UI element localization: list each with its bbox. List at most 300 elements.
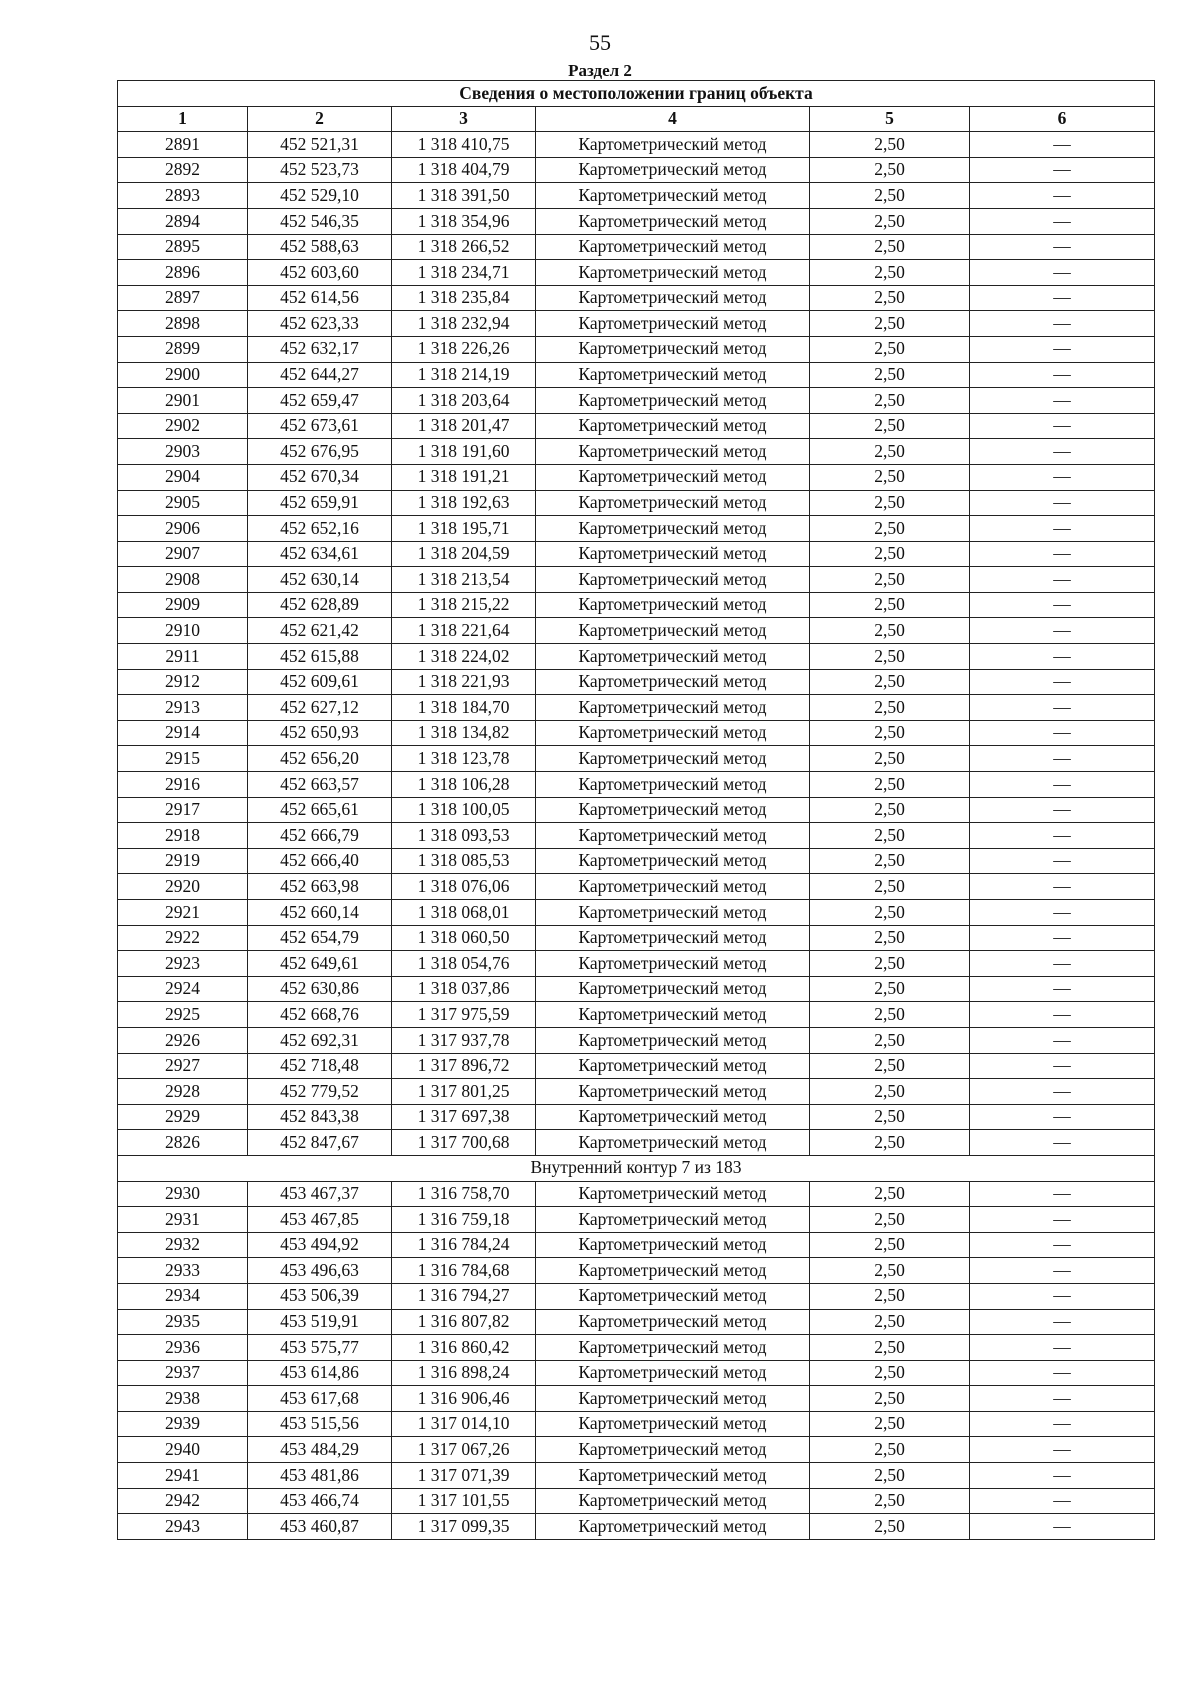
table-cell: 453 467,37 xyxy=(248,1181,392,1207)
table-cell: — xyxy=(970,1437,1155,1463)
table-cell: 2920 xyxy=(118,874,248,900)
table-caption: Сведения о местоположении границ объекта xyxy=(118,81,1155,107)
table-cell: 452 779,52 xyxy=(248,1079,392,1105)
contour-row xyxy=(118,1155,1155,1181)
table-cell: 1 316 784,68 xyxy=(392,1258,536,1284)
table-cell: Картометрический метод xyxy=(536,157,810,183)
table-cell: Картометрический метод xyxy=(536,1053,810,1079)
table-cell: — xyxy=(970,951,1155,977)
column-header: 2 xyxy=(248,106,392,132)
table-row xyxy=(118,1463,1155,1489)
table-cell: 2930 xyxy=(118,1181,248,1207)
table-row xyxy=(118,541,1155,567)
table-cell: 453 467,85 xyxy=(248,1207,392,1233)
table-row xyxy=(118,132,1155,158)
table-cell: 1 318 226,26 xyxy=(392,336,536,362)
table-cell: 2909 xyxy=(118,592,248,618)
table-cell: Картометрический метод xyxy=(536,464,810,490)
table-cell: 2,50 xyxy=(810,1514,970,1540)
table-cell: 2,50 xyxy=(810,848,970,874)
table-cell: — xyxy=(970,1309,1155,1335)
table-cell: 1 316 794,27 xyxy=(392,1283,536,1309)
table-cell: 453 519,91 xyxy=(248,1309,392,1335)
table-cell: 2,50 xyxy=(810,797,970,823)
table-cell: Картометрический метод xyxy=(536,592,810,618)
table-cell: 1 316 759,18 xyxy=(392,1207,536,1233)
table-cell: — xyxy=(970,439,1155,465)
table-cell: 2,50 xyxy=(810,976,970,1002)
table-row xyxy=(118,1079,1155,1105)
table-cell: Картометрический метод xyxy=(536,336,810,362)
table-cell: 452 666,79 xyxy=(248,823,392,849)
table-cell: 452 644,27 xyxy=(248,362,392,388)
table-cell: 2896 xyxy=(118,260,248,286)
table-row xyxy=(118,362,1155,388)
table-cell: 2941 xyxy=(118,1463,248,1489)
table-cell: — xyxy=(970,1104,1155,1130)
table-cell: 2892 xyxy=(118,157,248,183)
table-cell: — xyxy=(970,567,1155,593)
table-cell: Картометрический метод xyxy=(536,925,810,951)
table-cell: 2926 xyxy=(118,1027,248,1053)
table-row xyxy=(118,669,1155,695)
table-cell: 2,50 xyxy=(810,874,970,900)
table-cell: — xyxy=(970,413,1155,439)
table-cell: 2905 xyxy=(118,490,248,516)
table-cell: 453 496,63 xyxy=(248,1258,392,1284)
table-row xyxy=(118,157,1155,183)
table-cell: 2,50 xyxy=(810,234,970,260)
contour-label: Внутренний контур 7 из 183 xyxy=(118,1155,1155,1181)
table-cell: 2,50 xyxy=(810,1335,970,1361)
table-cell: 1 318 093,53 xyxy=(392,823,536,849)
table-cell: 1 318 060,50 xyxy=(392,925,536,951)
table-row xyxy=(118,1309,1155,1335)
table-cell: — xyxy=(970,464,1155,490)
table-cell: — xyxy=(970,1181,1155,1207)
table-row xyxy=(118,1335,1155,1361)
table-cell: — xyxy=(970,183,1155,209)
table-cell: 452 663,98 xyxy=(248,874,392,900)
table-cell: 452 523,73 xyxy=(248,157,392,183)
table-cell: 2927 xyxy=(118,1053,248,1079)
table-cell: 2895 xyxy=(118,234,248,260)
table-cell: 2,50 xyxy=(810,695,970,721)
table-row xyxy=(118,311,1155,337)
table-cell: 1 318 076,06 xyxy=(392,874,536,900)
table-cell: Картометрический метод xyxy=(536,439,810,465)
table-cell: 2897 xyxy=(118,285,248,311)
table-cell: 452 659,47 xyxy=(248,388,392,414)
table-row xyxy=(118,464,1155,490)
table-cell: 1 317 067,26 xyxy=(392,1437,536,1463)
table-cell: 2,50 xyxy=(810,1437,970,1463)
table-cell: 2,50 xyxy=(810,1258,970,1284)
table-cell: 452 588,63 xyxy=(248,234,392,260)
table-cell: — xyxy=(970,746,1155,772)
table-cell: Картометрический метод xyxy=(536,1130,810,1156)
table-cell: — xyxy=(970,336,1155,362)
table-row xyxy=(118,1104,1155,1130)
table-cell: 2929 xyxy=(118,1104,248,1130)
table-cell: 1 317 896,72 xyxy=(392,1053,536,1079)
table-cell: 1 318 203,64 xyxy=(392,388,536,414)
table-cell: 452 665,61 xyxy=(248,797,392,823)
table-cell: 1 318 100,05 xyxy=(392,797,536,823)
table-cell: 2931 xyxy=(118,1207,248,1233)
table-cell: 2,50 xyxy=(810,951,970,977)
table-cell: Картометрический метод xyxy=(536,1002,810,1028)
table-cell: 1 318 134,82 xyxy=(392,720,536,746)
table-cell: 2,50 xyxy=(810,132,970,158)
table-cell: 1 318 204,59 xyxy=(392,541,536,567)
table-cell: 1 318 215,22 xyxy=(392,592,536,618)
table-cell: Картометрический метод xyxy=(536,1104,810,1130)
table-cell: 2,50 xyxy=(810,1309,970,1335)
table-cell: Картометрический метод xyxy=(536,900,810,926)
table-cell: 2913 xyxy=(118,695,248,721)
table-cell: Картометрический метод xyxy=(536,516,810,542)
table-cell: 452 666,40 xyxy=(248,848,392,874)
table-cell: — xyxy=(970,848,1155,874)
table-cell: 2932 xyxy=(118,1232,248,1258)
table-row xyxy=(118,1258,1155,1284)
table-cell: — xyxy=(970,157,1155,183)
table-cell: 2,50 xyxy=(810,823,970,849)
table-cell: 1 317 071,39 xyxy=(392,1463,536,1489)
table-cell: Картометрический метод xyxy=(536,874,810,900)
table-cell: Картометрический метод xyxy=(536,1258,810,1284)
table-cell: 2,50 xyxy=(810,1130,970,1156)
table-row xyxy=(118,567,1155,593)
table-cell: 452 634,61 xyxy=(248,541,392,567)
table-row xyxy=(118,1386,1155,1412)
table-row xyxy=(118,1232,1155,1258)
table-cell: Картометрический метод xyxy=(536,695,810,721)
table-cell: — xyxy=(970,1027,1155,1053)
table-cell: 2939 xyxy=(118,1411,248,1437)
table-cell: 452 670,34 xyxy=(248,464,392,490)
table-cell: Картометрический метод xyxy=(536,976,810,1002)
table-cell: — xyxy=(970,900,1155,926)
table-cell: 2826 xyxy=(118,1130,248,1156)
table-cell: 1 317 101,55 xyxy=(392,1488,536,1514)
table-cell: 453 617,68 xyxy=(248,1386,392,1412)
table-cell: 2,50 xyxy=(810,746,970,772)
table-cell: 453 460,87 xyxy=(248,1514,392,1540)
table-cell: — xyxy=(970,1232,1155,1258)
table-cell: 452 668,76 xyxy=(248,1002,392,1028)
table-cell: Картометрический метод xyxy=(536,1488,810,1514)
table-cell: 2904 xyxy=(118,464,248,490)
table-cell: 452 847,67 xyxy=(248,1130,392,1156)
table-cell: 2936 xyxy=(118,1335,248,1361)
table-cell: 1 318 106,28 xyxy=(392,772,536,798)
table-cell: 453 614,86 xyxy=(248,1360,392,1386)
table-row xyxy=(118,925,1155,951)
table-cell: Картометрический метод xyxy=(536,183,810,209)
table-cell: 452 546,35 xyxy=(248,208,392,234)
table-cell: 452 614,56 xyxy=(248,285,392,311)
table-cell: Картометрический метод xyxy=(536,951,810,977)
table-cell: 2912 xyxy=(118,669,248,695)
table-cell: 1 316 906,46 xyxy=(392,1386,536,1412)
table-cell: 1 318 037,86 xyxy=(392,976,536,1002)
table-cell: 1 318 054,76 xyxy=(392,951,536,977)
table-cell: 452 603,60 xyxy=(248,260,392,286)
table-cell: 452 521,31 xyxy=(248,132,392,158)
table-cell: 2,50 xyxy=(810,490,970,516)
table-cell: 1 318 354,96 xyxy=(392,208,536,234)
table-cell: Картометрический метод xyxy=(536,1386,810,1412)
table-cell: — xyxy=(970,1002,1155,1028)
table-cell: 2,50 xyxy=(810,183,970,209)
table-cell: 2903 xyxy=(118,439,248,465)
table-cell: 2906 xyxy=(118,516,248,542)
table-cell: 2,50 xyxy=(810,362,970,388)
table-cell: 2,50 xyxy=(810,618,970,644)
table-cell: Картометрический метод xyxy=(536,1309,810,1335)
table-cell: 2919 xyxy=(118,848,248,874)
table-cell: 2,50 xyxy=(810,311,970,337)
table-cell: 2,50 xyxy=(810,1360,970,1386)
column-header: 4 xyxy=(536,106,810,132)
table-cell: 1 317 697,38 xyxy=(392,1104,536,1130)
table-cell: 2935 xyxy=(118,1309,248,1335)
table-row xyxy=(118,285,1155,311)
table-cell: 2893 xyxy=(118,183,248,209)
table-row xyxy=(118,1130,1155,1156)
table-row xyxy=(118,644,1155,670)
table-cell: 452 609,61 xyxy=(248,669,392,695)
table-cell: 1 317 700,68 xyxy=(392,1130,536,1156)
table-cell: — xyxy=(970,1411,1155,1437)
table-cell: 1 317 937,78 xyxy=(392,1027,536,1053)
table-cell: — xyxy=(970,208,1155,234)
table-row xyxy=(118,1053,1155,1079)
table-cell: 2899 xyxy=(118,336,248,362)
table-cell: — xyxy=(970,1053,1155,1079)
table-row xyxy=(118,772,1155,798)
table-body xyxy=(118,132,1155,1540)
table-cell: — xyxy=(970,669,1155,695)
table-cell: Картометрический метод xyxy=(536,618,810,644)
table-cell: Картометрический метод xyxy=(536,132,810,158)
table-cell: 1 318 266,52 xyxy=(392,234,536,260)
table-cell: 2,50 xyxy=(810,1386,970,1412)
table-cell: Картометрический метод xyxy=(536,1360,810,1386)
table-cell: 2923 xyxy=(118,951,248,977)
table-row xyxy=(118,1514,1155,1540)
table-cell: 452 621,42 xyxy=(248,618,392,644)
table-cell: Картометрический метод xyxy=(536,644,810,670)
table-cell: 2933 xyxy=(118,1258,248,1284)
table-cell: 2,50 xyxy=(810,592,970,618)
table-cell: — xyxy=(970,618,1155,644)
table-cell: 1 318 068,01 xyxy=(392,900,536,926)
table-row xyxy=(118,720,1155,746)
table-cell: 2,50 xyxy=(810,720,970,746)
table-cell: 1 317 014,10 xyxy=(392,1411,536,1437)
table-cell: 452 627,12 xyxy=(248,695,392,721)
table-cell: 452 630,86 xyxy=(248,976,392,1002)
table-cell: 452 659,91 xyxy=(248,490,392,516)
table-cell: 2907 xyxy=(118,541,248,567)
table-cell: — xyxy=(970,592,1155,618)
table-cell: 1 318 410,75 xyxy=(392,132,536,158)
table-cell: — xyxy=(970,1130,1155,1156)
table-cell: 2942 xyxy=(118,1488,248,1514)
table-row xyxy=(118,1360,1155,1386)
table-cell: 2,50 xyxy=(810,1283,970,1309)
table-row xyxy=(118,1437,1155,1463)
table-cell: 2908 xyxy=(118,567,248,593)
table-cell: 452 660,14 xyxy=(248,900,392,926)
table-cell: 2,50 xyxy=(810,900,970,926)
table-cell: Картометрический метод xyxy=(536,1181,810,1207)
table-cell: 1 316 807,82 xyxy=(392,1309,536,1335)
table-cell: Картометрический метод xyxy=(536,1514,810,1540)
table-cell: 2,50 xyxy=(810,157,970,183)
table-cell: 452 654,79 xyxy=(248,925,392,951)
table-cell: Картометрический метод xyxy=(536,567,810,593)
table-row xyxy=(118,439,1155,465)
table-cell: 1 318 235,84 xyxy=(392,285,536,311)
column-header: 1 xyxy=(118,106,248,132)
table-cell: 2915 xyxy=(118,746,248,772)
table-cell: 2922 xyxy=(118,925,248,951)
table-cell: 452 529,10 xyxy=(248,183,392,209)
table-cell: 1 318 191,21 xyxy=(392,464,536,490)
table-cell: 452 630,14 xyxy=(248,567,392,593)
table-cell: 1 318 232,94 xyxy=(392,311,536,337)
table-cell: 1 317 099,35 xyxy=(392,1514,536,1540)
table-cell: 2938 xyxy=(118,1386,248,1412)
table-cell: Картометрический метод xyxy=(536,1232,810,1258)
table-cell: 1 318 192,63 xyxy=(392,490,536,516)
table-cell: 452 692,31 xyxy=(248,1027,392,1053)
table-cell: 2898 xyxy=(118,311,248,337)
table-cell: Картометрический метод xyxy=(536,746,810,772)
table-cell: 2,50 xyxy=(810,541,970,567)
table-cell: 2,50 xyxy=(810,413,970,439)
table-cell: 1 317 975,59 xyxy=(392,1002,536,1028)
table-cell: 1 318 085,53 xyxy=(392,848,536,874)
table-cell: 453 515,56 xyxy=(248,1411,392,1437)
table-cell: — xyxy=(970,1335,1155,1361)
table-row xyxy=(118,413,1155,439)
table-cell: — xyxy=(970,695,1155,721)
table-cell: 2,50 xyxy=(810,644,970,670)
table-cell: — xyxy=(970,516,1155,542)
table-cell: 452 650,93 xyxy=(248,720,392,746)
section-title: Раздел 2 xyxy=(568,61,632,80)
table-cell: 453 466,74 xyxy=(248,1488,392,1514)
table-row xyxy=(118,900,1155,926)
table-cell: Картометрический метод xyxy=(536,669,810,695)
table-row xyxy=(118,208,1155,234)
table-cell: — xyxy=(970,644,1155,670)
table-cell: — xyxy=(970,234,1155,260)
table-cell: 2916 xyxy=(118,772,248,798)
table-cell: — xyxy=(970,1386,1155,1412)
table-cell: — xyxy=(970,1360,1155,1386)
table-cell: 2924 xyxy=(118,976,248,1002)
table-row xyxy=(118,516,1155,542)
table-cell: 453 575,77 xyxy=(248,1335,392,1361)
table-row xyxy=(118,1027,1155,1053)
table-cell: 2940 xyxy=(118,1437,248,1463)
table-cell: 452 663,57 xyxy=(248,772,392,798)
table-cell: — xyxy=(970,1283,1155,1309)
table-row xyxy=(118,183,1155,209)
table-cell: 452 673,61 xyxy=(248,413,392,439)
table-cell: 452 628,89 xyxy=(248,592,392,618)
table-cell: 1 318 123,78 xyxy=(392,746,536,772)
table-cell: Картометрический метод xyxy=(536,1207,810,1233)
table-cell: 452 652,16 xyxy=(248,516,392,542)
table-cell: — xyxy=(970,1079,1155,1105)
table-row xyxy=(118,618,1155,644)
table-cell: — xyxy=(970,976,1155,1002)
table-cell: 2911 xyxy=(118,644,248,670)
table-cell: 2914 xyxy=(118,720,248,746)
table-cell: 2,50 xyxy=(810,1079,970,1105)
table-cell: — xyxy=(970,490,1155,516)
table-cell: 453 494,92 xyxy=(248,1232,392,1258)
table-cell: 1 316 758,70 xyxy=(392,1181,536,1207)
table-cell: 1 318 195,71 xyxy=(392,516,536,542)
table-cell: 2894 xyxy=(118,208,248,234)
table-cell: 2,50 xyxy=(810,1053,970,1079)
table-cell: — xyxy=(970,874,1155,900)
table-cell: 2,50 xyxy=(810,1411,970,1437)
table-cell: 2,50 xyxy=(810,1463,970,1489)
table-cell: 2901 xyxy=(118,388,248,414)
table-cell: 1 318 191,60 xyxy=(392,439,536,465)
table-cell: Картометрический метод xyxy=(536,1079,810,1105)
table-cell: Картометрический метод xyxy=(536,1027,810,1053)
table-cell: — xyxy=(970,132,1155,158)
table-cell: 1 318 201,47 xyxy=(392,413,536,439)
table-cell: Картометрический метод xyxy=(536,848,810,874)
table-cell: Картометрический метод xyxy=(536,260,810,286)
table-cell: 2,50 xyxy=(810,464,970,490)
table-cell: 2943 xyxy=(118,1514,248,1540)
table-cell: 1 317 801,25 xyxy=(392,1079,536,1105)
column-header: 3 xyxy=(392,106,536,132)
table-cell: — xyxy=(970,823,1155,849)
table-cell: — xyxy=(970,797,1155,823)
table-cell: 2934 xyxy=(118,1283,248,1309)
table-cell: 2,50 xyxy=(810,1104,970,1130)
table-cell: Картометрический метод xyxy=(536,1411,810,1437)
table-cell: Картометрический метод xyxy=(536,772,810,798)
table-cell: Картометрический метод xyxy=(536,1283,810,1309)
table-cell: 2921 xyxy=(118,900,248,926)
table-row xyxy=(118,1181,1155,1207)
table-cell: 452 632,17 xyxy=(248,336,392,362)
table-cell: — xyxy=(970,362,1155,388)
column-header-row xyxy=(118,106,1155,132)
table-row xyxy=(118,848,1155,874)
table-cell: 2,50 xyxy=(810,516,970,542)
table-cell: 2917 xyxy=(118,797,248,823)
table-cell: 453 506,39 xyxy=(248,1283,392,1309)
table-cell: 452 623,33 xyxy=(248,311,392,337)
table-row xyxy=(118,823,1155,849)
table-cell: 452 676,95 xyxy=(248,439,392,465)
